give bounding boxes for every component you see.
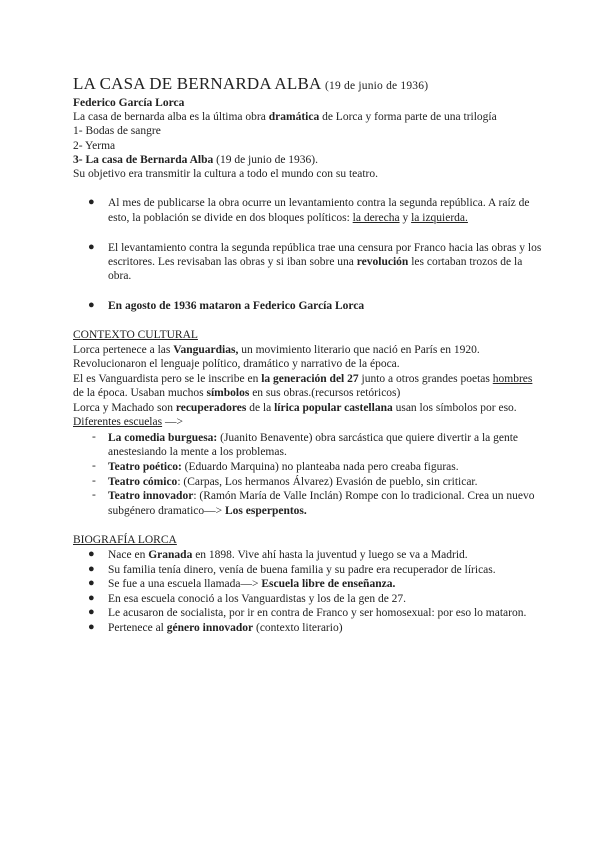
dash-mark: - bbox=[92, 431, 96, 443]
title-main: LA CASA DE BERNARDA ALBA bbox=[73, 74, 321, 93]
text-underline: la derecha bbox=[352, 212, 400, 224]
escuela-4-line-2 bbox=[108, 504, 307, 518]
text-underline: la izquierda. bbox=[411, 212, 468, 224]
text: Lorca y Machado son bbox=[73, 402, 176, 414]
text: junto a otros grandes poetas bbox=[358, 373, 493, 385]
text-bold: Los esperpentos. bbox=[224, 505, 307, 517]
text: de la bbox=[246, 402, 275, 414]
trilogy-item-2: 2- Yerma bbox=[73, 140, 116, 152]
bullet-icon: ● bbox=[88, 606, 95, 618]
bullet-icon: ● bbox=[88, 563, 95, 575]
bullet-icon: ● bbox=[88, 621, 95, 633]
text-bold: recuperadores bbox=[175, 402, 247, 414]
page-title bbox=[73, 74, 428, 96]
text: (Juanito Benavente) obra sarcástica que quiere divertir a la gente bbox=[217, 432, 519, 444]
text: (Eduardo Marquina) no planteaba nada pero creaba figuras. bbox=[181, 461, 459, 473]
text-bold: Teatro cómico bbox=[108, 476, 178, 488]
trilogy-item-3 bbox=[73, 153, 318, 167]
contexto-line-3 bbox=[73, 372, 532, 386]
bullet-icon: ● bbox=[88, 299, 95, 311]
bullet-icon: ● bbox=[88, 241, 95, 253]
bullet-icon: ● bbox=[88, 592, 95, 604]
section-heading-contexto bbox=[73, 328, 198, 342]
text-underline: hombres bbox=[492, 373, 533, 385]
dash-mark: - bbox=[92, 489, 96, 501]
bullet-2-line-1: El levantamiento contra la segunda república trae una censura por Franco hacia las obras y los bbox=[108, 242, 542, 254]
dash-mark: - bbox=[92, 475, 96, 487]
objective-line: Su objetivo era transmitir la cultura a todo el mundo con su teatro. bbox=[73, 168, 378, 180]
section-heading-biografia bbox=[73, 533, 177, 547]
text: (19 de junio de 1936). bbox=[213, 154, 319, 166]
bio-item-1 bbox=[108, 548, 468, 562]
bullet-1-line-2 bbox=[108, 211, 468, 225]
bullet-2-line-3: obra. bbox=[108, 270, 132, 282]
text-bold: lírica popular castellana bbox=[274, 402, 393, 414]
bullet-icon: ● bbox=[88, 196, 95, 208]
text: en 1898. Vive ahí hasta la juventud y luego se va a Madrid. bbox=[192, 549, 468, 561]
text: escritores. Les revisaban las obras y si iban sobre una bbox=[108, 256, 357, 268]
text: en sus obras.(recursos retóricos) bbox=[249, 387, 401, 399]
text-underline: Diferentes escuelas bbox=[73, 416, 163, 428]
escuela-1-line-1 bbox=[108, 431, 518, 445]
text: El es Vanguardista pero se le inscribe en bbox=[73, 373, 262, 385]
bullet-1-line-1: Al mes de publicarse la obra ocurre un levantamiento contra la segunda república. A raíz de bbox=[108, 197, 530, 209]
text: un movimiento literario que nació en París en 1920. bbox=[238, 344, 480, 356]
text-bold: 3- La casa de Bernarda Alba bbox=[73, 154, 214, 166]
text: usan los símbolos por eso. bbox=[392, 402, 517, 414]
text-bold: Teatro poético: bbox=[108, 461, 182, 473]
text-bold: En agosto de 1936 mataron a Federico García Lorca bbox=[108, 300, 365, 312]
escuela-3 bbox=[108, 475, 478, 489]
dash-mark: - bbox=[92, 460, 96, 472]
text-bold: Vanguardias, bbox=[173, 344, 239, 356]
heading-text: BIOGRAFÍA LORCA bbox=[73, 534, 177, 546]
text: Nace en bbox=[108, 549, 149, 561]
escuela-1-line-2: anestesiando la mente a los problemas. bbox=[108, 446, 287, 458]
text: y bbox=[399, 212, 412, 224]
text: de la época. Usaban muchos bbox=[73, 387, 207, 399]
text: esto, la población se divide en dos bloques políticos: bbox=[108, 212, 353, 224]
text-bold: la generación del 27 bbox=[261, 373, 359, 385]
contexto-line-6 bbox=[73, 415, 183, 429]
bio-item-3 bbox=[108, 577, 395, 591]
title-date: (19 de junio de 1936) bbox=[325, 80, 429, 92]
text: subgénero dramatico—> bbox=[108, 505, 225, 517]
intro-paragraph bbox=[73, 110, 497, 124]
bio-item-5: Le acusaron de socialista, por ir en contra de Franco y ser homosexual: por eso lo mataron. bbox=[108, 607, 527, 619]
text: Pertenece al bbox=[108, 622, 167, 634]
contexto-line-5 bbox=[73, 401, 517, 415]
text: —> bbox=[162, 416, 183, 428]
bio-item-6 bbox=[108, 621, 343, 635]
text: La casa de bernarda alba es la última obra bbox=[73, 111, 269, 123]
escuela-4-line-1 bbox=[108, 489, 534, 503]
text: Lorca pertenece a las bbox=[73, 344, 174, 356]
bullet-icon: ● bbox=[88, 577, 95, 589]
bullet-3-line-1 bbox=[108, 299, 364, 313]
text: : (Carpas, Los hermanos Álvarez) Evasión de pueblo, sin criticar. bbox=[177, 476, 478, 488]
contexto-line-4 bbox=[73, 386, 400, 400]
text-bold: símbolos bbox=[206, 387, 250, 399]
text: Se fue a una escuela llamada—> bbox=[108, 578, 262, 590]
text: (contexto literario) bbox=[253, 622, 343, 634]
author-name: Federico García Lorca bbox=[73, 97, 185, 109]
text: de Lorca y forma parte de una trilogía bbox=[319, 111, 497, 123]
text-bold: género innovador bbox=[166, 622, 254, 634]
bio-item-2: Su familia tenía dinero, venía de buena familia y su padre era recuperador de líricas. bbox=[108, 564, 496, 576]
author-line bbox=[73, 96, 184, 110]
text: : (Ramón María de Valle Inclán) Rompe con lo tradicional. Crea un nuevo bbox=[193, 490, 535, 502]
trilogy-item-1: 1- Bodas de sangre bbox=[73, 125, 161, 137]
text-bold: La comedia burguesa: bbox=[108, 432, 218, 444]
text-bold: Teatro innovador bbox=[108, 490, 194, 502]
contexto-line-1 bbox=[73, 343, 480, 357]
bio-item-4: En esa escuela conoció a los Vanguardistas y los de la gen de 27. bbox=[108, 593, 407, 605]
contexto-line-2: Revolucionaron el lenguaje político, dramático y narrativo de la época. bbox=[73, 358, 400, 370]
bullet-icon: ● bbox=[88, 548, 95, 560]
heading-text: CONTEXTO CULTURAL bbox=[73, 329, 198, 341]
text-bold: Escuela libre de enseñanza. bbox=[261, 578, 396, 590]
text-bold: revolución bbox=[356, 256, 409, 268]
escuela-2 bbox=[108, 460, 459, 474]
text-bold: dramática bbox=[268, 111, 320, 123]
bullet-2-line-2 bbox=[108, 255, 522, 269]
text-bold: Granada bbox=[148, 549, 193, 561]
text: les cortaban trozos de la bbox=[408, 256, 523, 268]
